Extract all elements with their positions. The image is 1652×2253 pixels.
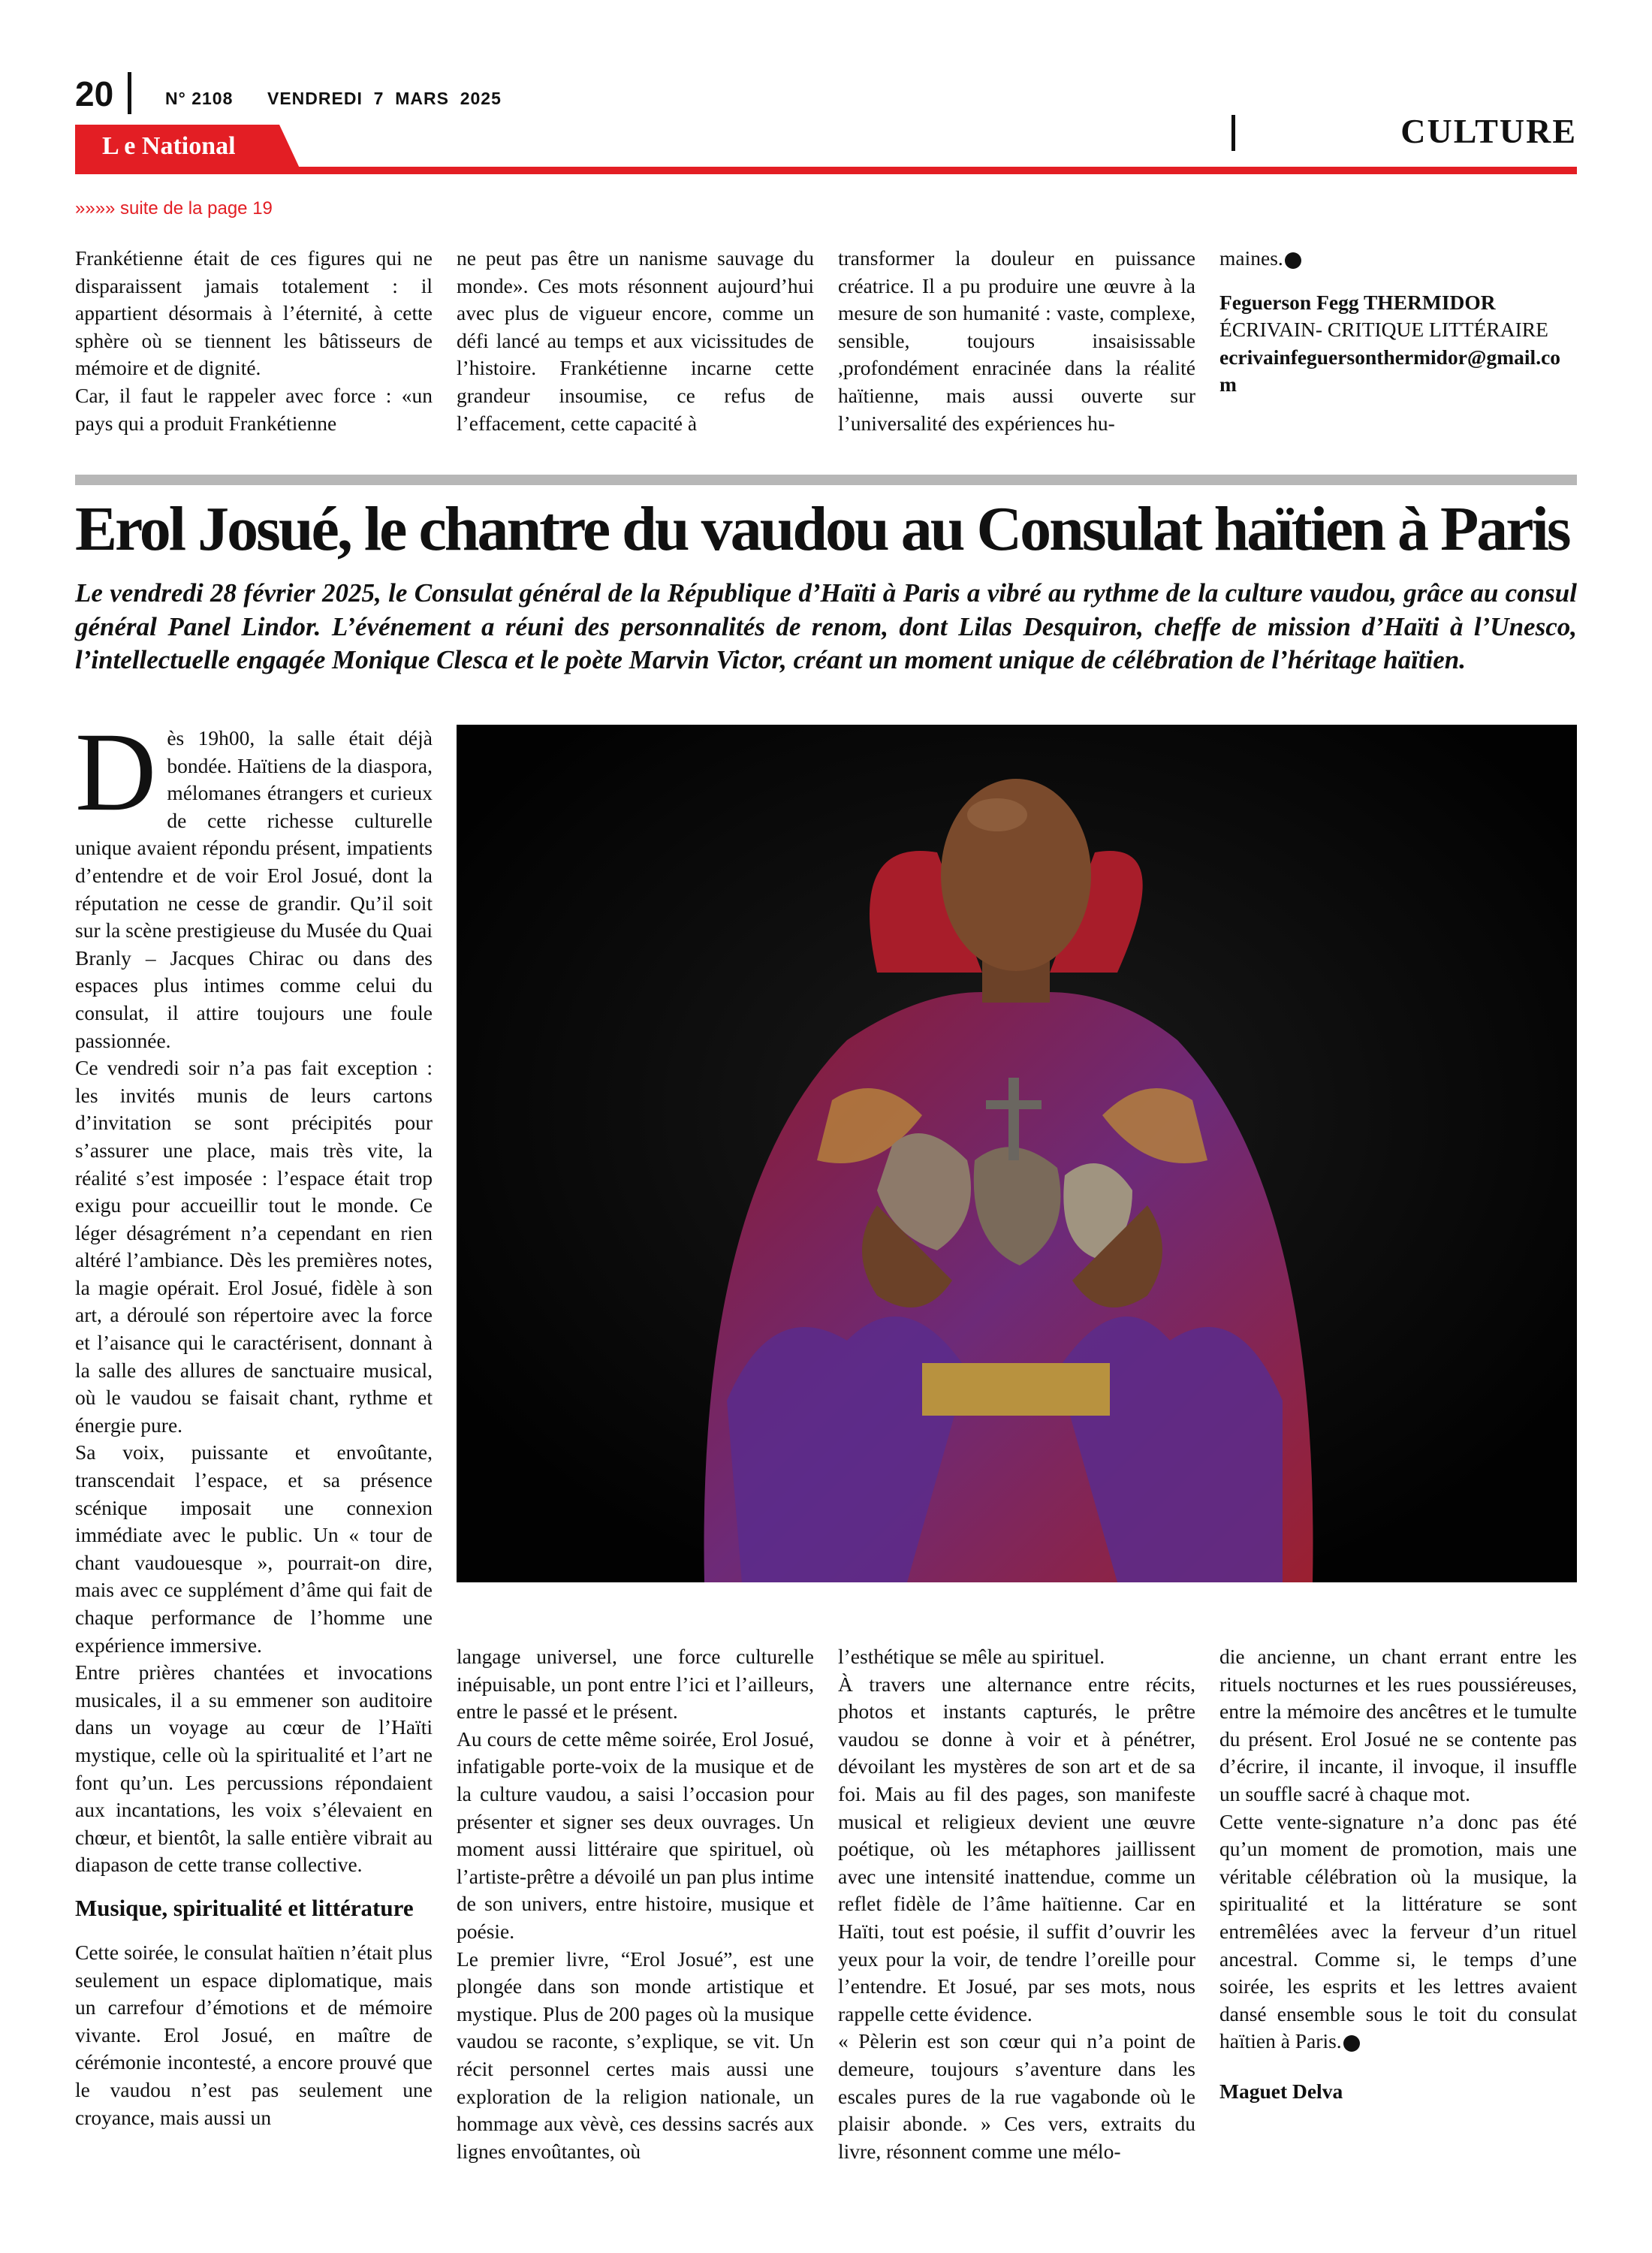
page-number: 20 (75, 74, 114, 113)
paragraph: die ancienne, un chant errant entre les rituels nocturnes et les rues poussiéreuses, entre la mémoire des ancêtres et le tumulte du présent. Erol Josué ne se contente pas d’écrire, il incante, il invoque, il insuffle un souffle sacré à chaque mot. (1219, 1645, 1577, 1805)
drop-cap: D (75, 710, 157, 834)
paragraph: Frankétienne était de ces figures qui ne disparaissent jamais totalement : il appartient désormais à l’éternité, à cette sphère où se tiennent les bâtisseurs de mémoire et de dignité. (75, 246, 433, 380)
article-subheading: Musique, spiritualité et littérature (75, 1894, 414, 1921)
end-of-article-icon (1285, 252, 1301, 269)
article-column-4 (1219, 1643, 1577, 2106)
paragraph: Cette vente-signature n’a donc pas été qu’un moment de promotion, mais une véritable célébration où la musique, la spiritualité et la littérature se sont entremêlées avec la ferveur d’un rituel ancestral. Comme si, le temps d’une soirée, les esprits et les lettres avaient dansé ensemble sous le toit du consulat haïtien à Paris. (1219, 1809, 1577, 2053)
article-author: Maguet Delva (1219, 2079, 1343, 2103)
paragraph: À travers une alternance entre récits, photos et instants capturés, le prêtre vaudou se donne à voir et à pénétrer, dévoilant les mystères de son art et de sa foi. Mais au fil des pages, son manifeste musical et religieux devient une œuvre poétique, où les métaphores jaillissent avec une intensité inattendue, comme un reflet fidèle de l’âme haïtienne. Car en Haïti, tout est poésie, il suffit d’ouvrir les yeux pour la voir, de tendre l’oreille pour l’entendre. Et Josué, par ses mots, nous rappelle cette évidence. (838, 1672, 1195, 2025)
article-column-1 (75, 710, 433, 2131)
prev-article-column-3 (838, 245, 1195, 437)
issue-number: N° 2108 (165, 89, 234, 108)
continued-from-link[interactable]: »»»» suite de la page 19 (75, 198, 273, 219)
end-of-article-icon (1343, 2035, 1360, 2052)
article-headline: Erol Josué, le chantre du vaudou au Consulat haïtien à Paris (75, 494, 1569, 564)
paragraph: langage universel, une force culturelle inépuisable, un pont entre l’ici et l’ailleurs, entre le passé et le présent. (457, 1645, 814, 1724)
article-column-3 (838, 1643, 1195, 2165)
prev-article-column-1 (75, 245, 433, 437)
paragraph: transformer la douleur en puissance créatrice. Il a pu produire une œuvre à la mesure de son humanité : vaste, complexe, sensible, toujours insaisissable ,profondément enracinée dans la réalité haïtienne, mais aussi ouverte sur l’universalité des expériences hu- (838, 246, 1195, 435)
paragraph: maines. (1219, 246, 1283, 270)
page-number-divider (128, 72, 131, 114)
issue-date: VENDREDI 7 MARS 2025 (267, 89, 502, 108)
paragraph: ès 19h00, la salle était déjà bondée. Haïtiens de la diaspora, mélomanes étrangers et curieux de cette richesse culturelle unique avaient répondu présent, impatients d’entendre et de voir Erol Josué, dont la réputation ne cesse de grandir. Qu’il soit sur la scène prestigieuse du Musée du Quai Branly – Jacques Chirac ou dans des espaces plus intimes comme celui du consulat, il attire toujours une foule passionnée. (75, 726, 433, 1052)
author-title: ÉCRIVAIN- CRITIQUE LITTÉRAIRE (1219, 318, 1548, 342)
paragraph: Cette soirée, le consulat haïtien n’était plus seulement un espace diplomatique, mais un carrefour d’émotions et de mémoire vivante. Erol Josué, en maître de cérémonie incontesté, a encore prouvé que le vaudou n’est pas seulement une croyance, mais aussi un (75, 1940, 433, 2129)
prev-article-column-2 (457, 245, 814, 437)
article-divider (75, 475, 1577, 485)
paragraph: Le premier livre, “Erol Josué”, est une plongée dans son monde artistique et mystique. Plus de 200 pages où la musique vaudou se raconte, s’explique, se vit. Un récit personnel certes mais aussi une exploration de la religion nationale, un hommage aux vèvè, ces dessins sacrés aux lignes envoûtantes, où (457, 1947, 814, 2163)
article-photo (457, 725, 1577, 1582)
paragraph: Entre prières chantées et invocations musicales, il a su emmener son auditoire dans un voyage au cœur de l’Haïti mystique, celle où la spiritualité et l’art ne font qu’un. Les percussions répondaient aux incantations, les voix s’élevaient en chœur, et bientôt, la salle entière vibrait au diapason de cette transe collective. (75, 1660, 433, 1877)
author-name: Feguerson Fegg THERMIDOR (1219, 290, 1496, 314)
paragraph: Sa voix, puissante et envoûtante, transcendait l’espace, et sa présence scénique imposait une connexion immédiate avec le public. Un « tour de chant vaudouesque », pourrait-on dire, mais avec ce supplément d’âme qui fait de chaque performance de l’homme une expérience immersive. (75, 1440, 433, 1657)
author-email[interactable]: ecrivainfeguersonthermidor@gmail.com (1219, 345, 1561, 397)
paragraph: l’esthétique se mêle au spirituel. (838, 1645, 1105, 1668)
portrait-illustration (457, 725, 1577, 1582)
article-column-2 (457, 1643, 814, 2165)
paragraph: Car, il faut le rappeler avec force : «un pays qui a produit Frankétienne (75, 383, 433, 435)
section-title: CULTURE (1400, 112, 1577, 150)
paragraph: « Pèlerin est son cœur qui n’a point de demeure, toujours s’aventure dans les escales pures de la rue vagabonde où le plaisir abonde. » Ces vers, extraits du livre, résonnent comme une mélo- (838, 2029, 1195, 2163)
publication-name: L e National (102, 132, 236, 160)
article-lede: Le vendredi 28 février 2025, le Consulat général de la République d’Haïti à Paris a vibré au rythme de la culture vaudou, grâce au consul général Panel Lindor. L’événement a réuni des personnalités de renom, dont Lilas Desquiron, cheffe de mission d’Haïti à l’Unesco, l’intellectuelle engagée Monique Clesca et le poète Marvin Victor, créant un moment unique de célébration de l’héritage haïtien. (75, 578, 1577, 674)
paragraph: Au cours de cette même soirée, Erol Josué, infatigable porte-voix de la musique et de la culture vaudou, a saisi l’occasion pour présenter et signer ses deux ouvrages. Un moment aussi littéraire que spirituel, où l’artiste-prêtre a dévoilé un pan plus intime de son univers, entre histoire, musique et poésie. (457, 1727, 814, 1943)
prev-article-column-4 (1219, 245, 1577, 399)
header-rule (75, 167, 1577, 174)
paragraph: ne peut pas être un nanisme sauvage du monde». Ces mots résonnent aujourd’hui avec plus de vigueur encore, comme un défi lancé au temps et aux vicissitudes de l’histoire. Frankétienne incarne cette grandeur insoumise, ce refus de l’effacement, cette capacité à (457, 246, 814, 435)
paragraph: Ce vendredi soir n’a pas fait exception : les invités munis de leurs cartons d’invitation se sont précipités pour s’assurer une place, mais très vite, la réalité s’est imposée : l’espace était trop exigu pour accueillir tout le monde. Ce léger désagrément n’a cependant en rien altéré l’ambiance. Dès les premières notes, la magie opérait. Erol Josué, fidèle à son art, a déroulé son répertoire avec la force et l’aisance qui le caractérisent, donnant à la salle des allures de sanctuaire musical, où le vaudou se faisait chant, rythme et énergie pure. (75, 1056, 433, 1437)
section-divider (1231, 115, 1235, 151)
